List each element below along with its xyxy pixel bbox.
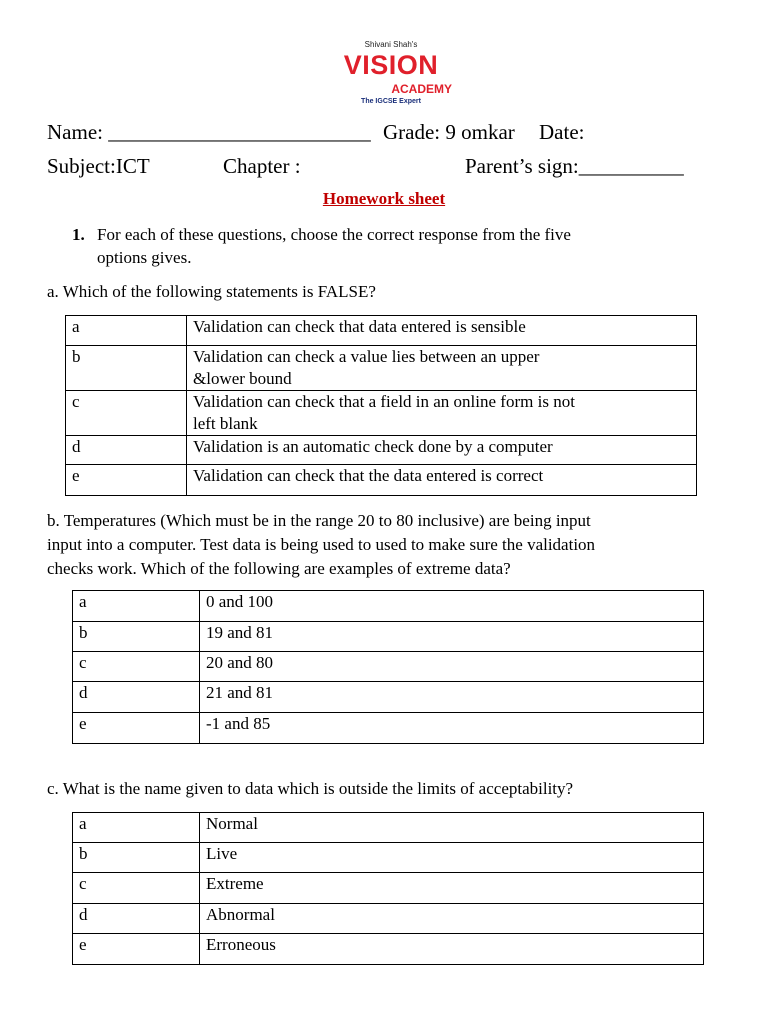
question-a-text: a. Which of the following statements is FALSE? <box>47 282 376 301</box>
option-text: 0 and 100 <box>200 591 704 622</box>
page-title: Homework sheet <box>322 189 446 208</box>
option-line: &lower bound <box>193 369 292 388</box>
option-row <box>73 934 704 965</box>
option-text: 19 and 81 <box>200 622 704 652</box>
parent-sign-label: Parent’s sign:__________ <box>465 154 684 178</box>
chapter-label: Chapter : <box>223 154 301 178</box>
option-line: Validation can check a value lies between an upper <box>193 347 540 366</box>
question-b-options-table <box>72 590 704 744</box>
option-line: left blank <box>193 414 258 433</box>
option-label: b <box>66 346 187 391</box>
option-text: Live <box>200 843 704 873</box>
question-c-options-table <box>72 812 704 965</box>
option-row <box>73 904 704 934</box>
logo-tagline-text: The IGCSE Expert <box>361 98 421 105</box>
option-text <box>187 316 697 346</box>
option-row <box>66 346 697 391</box>
option-text: 21 and 81 <box>200 682 704 713</box>
option-label: a <box>66 316 187 346</box>
option-label: b <box>73 622 200 652</box>
option-text <box>187 465 697 496</box>
option-label: c <box>66 391 187 436</box>
option-label: e <box>73 713 200 744</box>
option-line: Validation can check that the data entered is correct <box>193 466 544 485</box>
option-row <box>73 813 704 843</box>
option-row <box>66 465 697 496</box>
intro-line-1: For each of these questions, choose the correct response from the five <box>97 225 571 244</box>
option-label: b <box>73 843 200 873</box>
option-text: Normal <box>200 813 704 843</box>
option-label: e <box>66 465 187 496</box>
logo-brand-text: VISION <box>343 50 439 80</box>
option-text: 20 and 80 <box>200 652 704 682</box>
question-b-line-2: input into a computer. Test data is being used to used to make sure the validation <box>47 535 596 554</box>
grade-label: Grade: 9 omkar <box>383 120 515 144</box>
question-a-options-table <box>65 315 697 496</box>
option-label: d <box>73 682 200 713</box>
option-label: d <box>66 436 187 465</box>
option-row <box>66 391 697 436</box>
question-number: 1. <box>72 225 85 244</box>
option-row <box>73 652 704 682</box>
option-row <box>73 591 704 622</box>
option-row <box>73 713 704 744</box>
option-text: -1 and 85 <box>200 713 704 744</box>
option-row <box>73 873 704 904</box>
vision-academy-logo <box>330 40 452 112</box>
date-label: Date: <box>539 120 585 144</box>
option-row <box>73 843 704 873</box>
option-text <box>187 391 697 436</box>
option-label: e <box>73 934 200 965</box>
option-row <box>73 622 704 652</box>
option-label: c <box>73 873 200 904</box>
option-text: Abnormal <box>200 904 704 934</box>
option-row <box>66 316 697 346</box>
logo-owner-text: Shivani Shah's <box>364 40 418 49</box>
option-text <box>187 436 697 465</box>
option-label: c <box>73 652 200 682</box>
option-row <box>66 436 697 465</box>
option-line: Validation is an automatic check done by a computer <box>193 437 553 456</box>
option-line: Validation can check that a field in an online form is not <box>193 392 575 411</box>
intro-line-2: options gives. <box>97 248 192 267</box>
option-text <box>187 346 697 391</box>
question-b-line-3: checks work. Which of the following are examples of extreme data? <box>47 559 511 578</box>
option-label: d <box>73 904 200 934</box>
logo-sub-text: ACADEMY <box>391 82 452 96</box>
option-text: Erroneous <box>200 934 704 965</box>
question-b-line-1: b. Temperatures (Which must be in the range 20 to 80 inclusive) are being input <box>47 511 591 530</box>
option-row <box>73 682 704 713</box>
option-text: Extreme <box>200 873 704 904</box>
name-field-label: Name: _________________________ <box>47 120 371 144</box>
option-line: Validation can check that data entered is sensible <box>193 317 526 336</box>
subject-label: Subject:ICT <box>47 154 150 178</box>
question-c-text: c. What is the name given to data which is outside the limits of acceptability? <box>47 779 574 798</box>
option-label: a <box>73 591 200 622</box>
option-label: a <box>73 813 200 843</box>
